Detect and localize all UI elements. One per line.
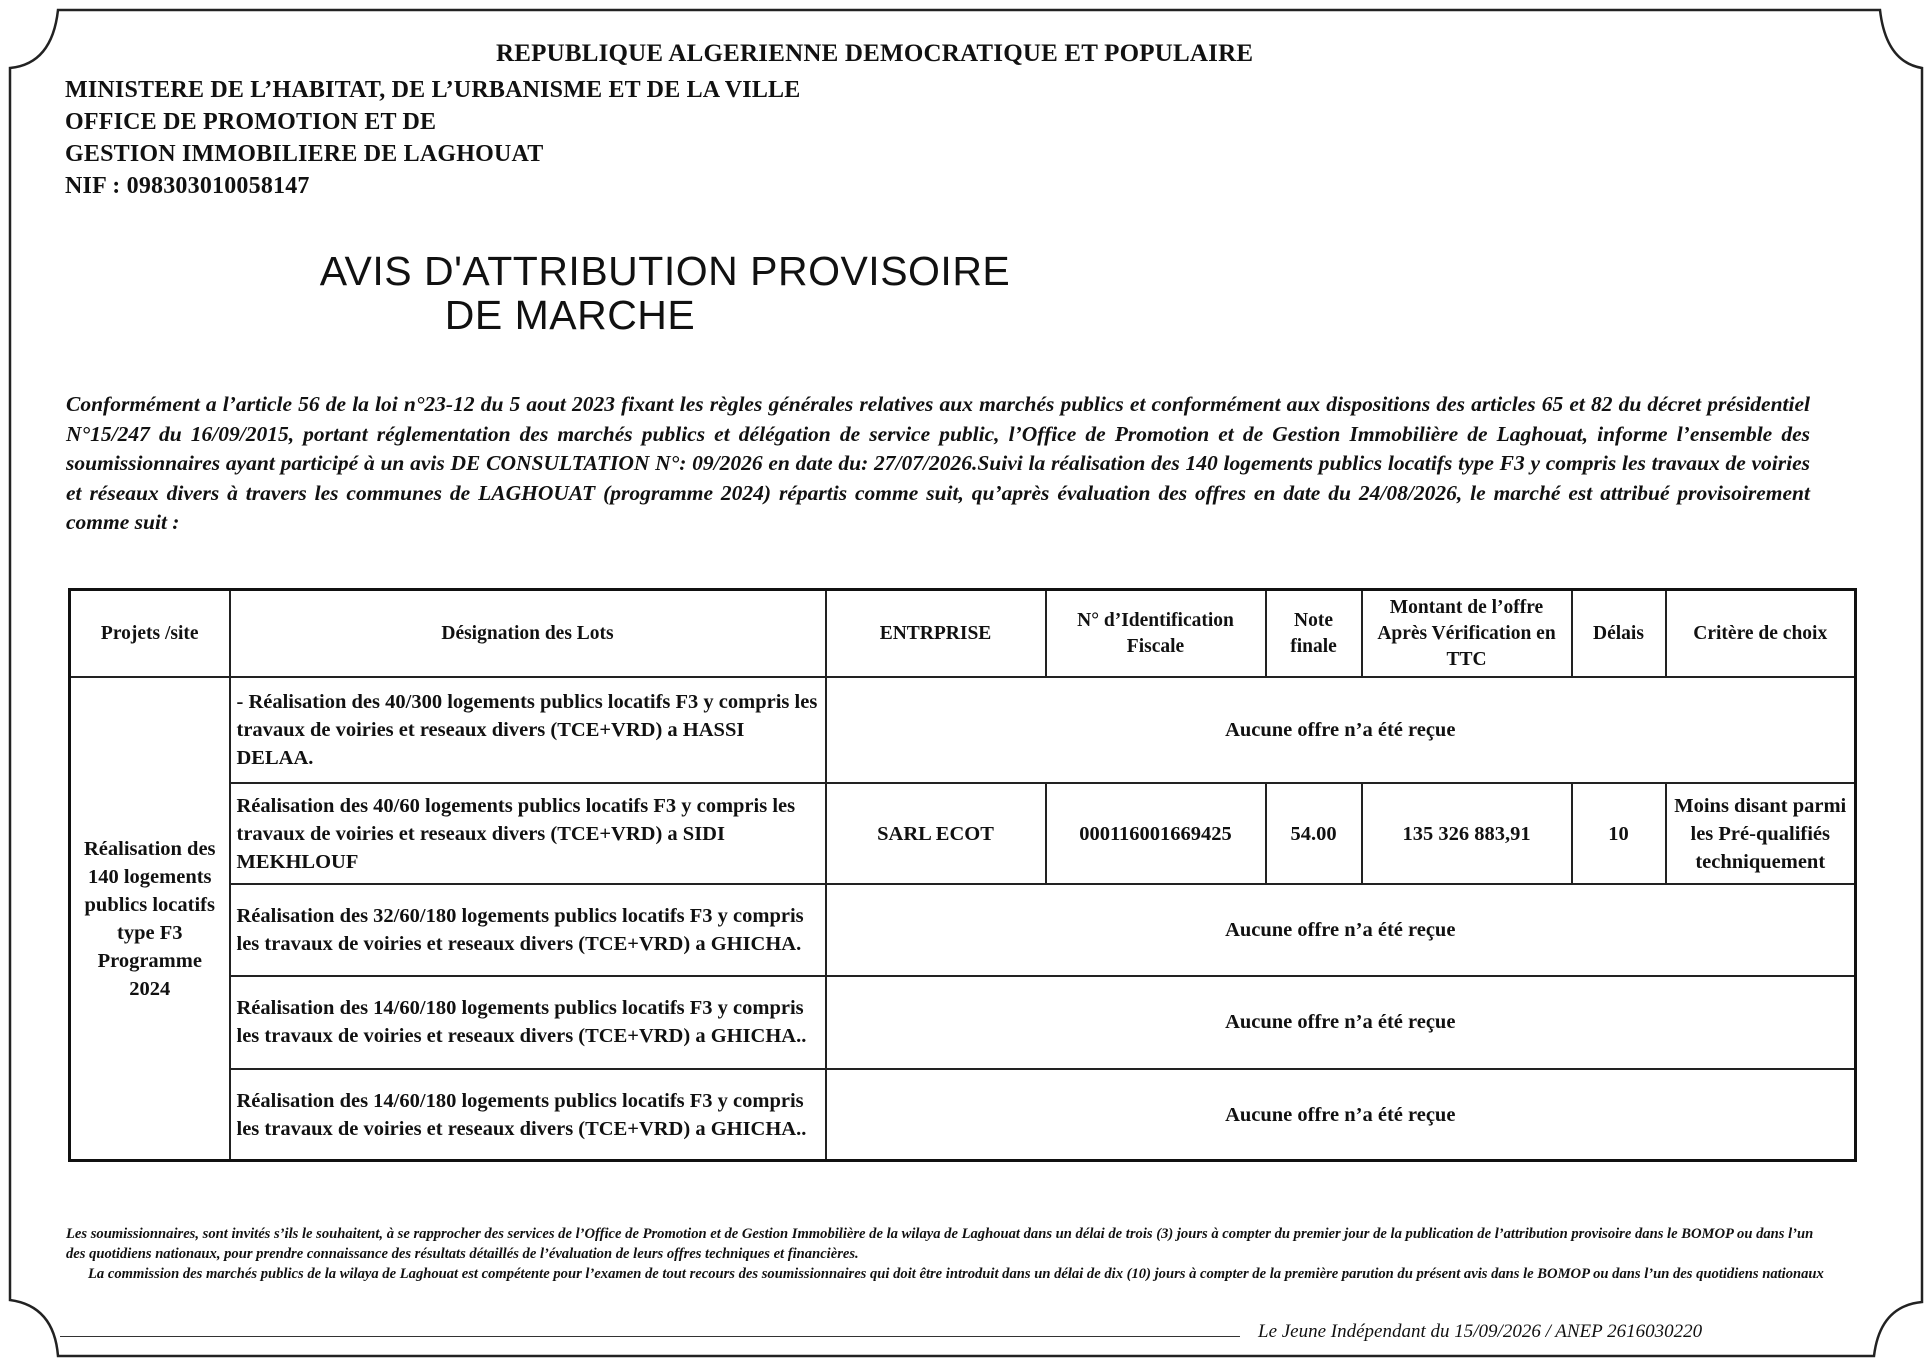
header-delais: Délais bbox=[1572, 590, 1666, 678]
no-offer-cell: Aucune offre n’a été reçue bbox=[826, 976, 1856, 1069]
table-row bbox=[70, 677, 1856, 783]
no-offer-cell: Aucune offre n’a été reçue bbox=[826, 677, 1856, 783]
table-row bbox=[70, 1069, 1856, 1160]
header-projets: Projets /site bbox=[70, 590, 230, 678]
lot-designation: Réalisation des 32/60/180 logements publics locatifs F3 y compris les travaux de voiries et reseaux divers (TCE+VRD) a GHICHA. bbox=[230, 884, 826, 975]
table-row bbox=[70, 884, 1856, 975]
no-offer-cell: Aucune offre n’a été reçue bbox=[826, 884, 1856, 975]
lot-designation: Réalisation des 14/60/180 logements publics locatifs F3 y compris les travaux de voiries et reseaux divers (TCE+VRD) a GHICHA.. bbox=[230, 976, 826, 1069]
award-montant: 135 326 883,91 bbox=[1362, 783, 1572, 885]
award-entreprise: SARL ECOT bbox=[826, 783, 1046, 885]
lot-designation: - Réalisation des 40/300 logements publics locatifs F3 y compris les travaux de voiries et reseaux divers (TCE+VRD) a HASSI DELAA. bbox=[230, 677, 826, 783]
table-header-row bbox=[70, 590, 1856, 678]
divider bbox=[60, 1336, 1240, 1337]
project-cell: Réalisation des 140 logements publics locatifs type F3 Programme 2024 bbox=[70, 677, 230, 1160]
header-nif: N° d’Identification Fiscale bbox=[1046, 590, 1266, 678]
footer-notes bbox=[66, 1224, 1826, 1284]
header-designation: Désignation des Lots bbox=[230, 590, 826, 678]
footer-paragraph-2: La commission des marchés publics de la wilaya de Laghouat est compétente pour l’examen de tout recours des soumissionnaires qui doit être introduit dans un délai de dix (10) jours à compter de la première parution du présent avis dans le BOMOP ou dans l’un des quotidiens nationaux bbox=[88, 1266, 1824, 1282]
header-montant: Montant de l’offre Après Vérification en TTC bbox=[1362, 590, 1572, 678]
issuer-block bbox=[65, 74, 800, 202]
ministry-line: MINISTERE DE L’HABITAT, DE L’URBANISME ET DE LA VILLE bbox=[65, 77, 801, 103]
award-critere: Moins disant parmi les Pré-qualifiés techniquement bbox=[1666, 783, 1856, 885]
award-note: 54.00 bbox=[1266, 783, 1362, 885]
intro-paragraph: Conformément a l’article 56 de la loi n°23-12 du 5 aout 2023 fixant les règles générales relatives aux marchés publics et conformément aux dispositions des articles 65 et 82 du décret présidentiel N°15/247 du 16/09/2015, portant réglementation des marchés publics et délégation de service public, l’Office de Promotion et de Gestion Immobilière de Laghouat, informe l’ensemble des soumissionnaires ayant participé à un avis DE CONSULTATION N°: 09/2026 en date du: 27/07/2026.Suivi la réalisation des 140 logements publics locatifs type F3 y compris les travaux de voiries et réseaux divers à travers les communes de LAGHOUAT (programme 2024) répartis comme suit, qu’après évaluation des offres en date du 24/08/2026, le marché est attribué provisoirement comme suit : bbox=[66, 392, 1810, 535]
publication-reference: Le Jeune Indépendant du 15/09/2026 / ANEP 2616030220 bbox=[1258, 1321, 1703, 1342]
footer-paragraph-1: Les soumissionnaires, sont invités s’ils le souhaitent, à se rapprocher des services de l’Office de Promotion et de Gestion Immobilière de la wilaya de Laghouat dans un délai de trois (3) jours à compter du premier jour de la publication de l’attribution provisoire dans le BOMOP ou dans l’un des quotidiens nationaux, pour prendre connaissance des résultats détaillés de l’évaluation de leurs offres techniques et financières. bbox=[66, 1226, 1814, 1262]
notice-title-line-1: AVIS D'ATTRIBUTION PROVISOIRE bbox=[319, 248, 1011, 294]
nif-line: NIF : 098303010058147 bbox=[65, 173, 310, 199]
lot-designation: Réalisation des 14/60/180 logements publics locatifs F3 y compris les travaux de voiries et reseaux divers (TCE+VRD) a GHICHA.. bbox=[230, 1069, 826, 1160]
table-row bbox=[70, 783, 1856, 885]
header-entreprise: ENTRPRISE bbox=[826, 590, 1046, 678]
attribution-table bbox=[68, 588, 1857, 1162]
office-line-2: GESTION IMMOBILIERE DE LAGHOUAT bbox=[65, 141, 544, 167]
lot-designation: Réalisation des 40/60 logements publics locatifs F3 y compris les travaux de voiries et reseaux divers (TCE+VRD) a SIDI MEKHLOUF bbox=[230, 783, 826, 885]
table-row bbox=[70, 976, 1856, 1069]
award-delais: 10 bbox=[1572, 783, 1666, 885]
republic-heading: REPUBLIQUE ALGERIENNE DEMOCRATIQUE ET POPULAIRE bbox=[496, 40, 1254, 67]
no-offer-cell: Aucune offre n’a été reçue bbox=[826, 1069, 1856, 1160]
award-nif: 000116001669425 bbox=[1046, 783, 1266, 885]
header-critere: Critère de choix bbox=[1666, 590, 1856, 678]
header-note: Note finale bbox=[1266, 590, 1362, 678]
office-line-1: OFFICE DE PROMOTION ET DE bbox=[65, 109, 437, 135]
notice-title-line-2: DE MARCHE bbox=[444, 292, 696, 338]
